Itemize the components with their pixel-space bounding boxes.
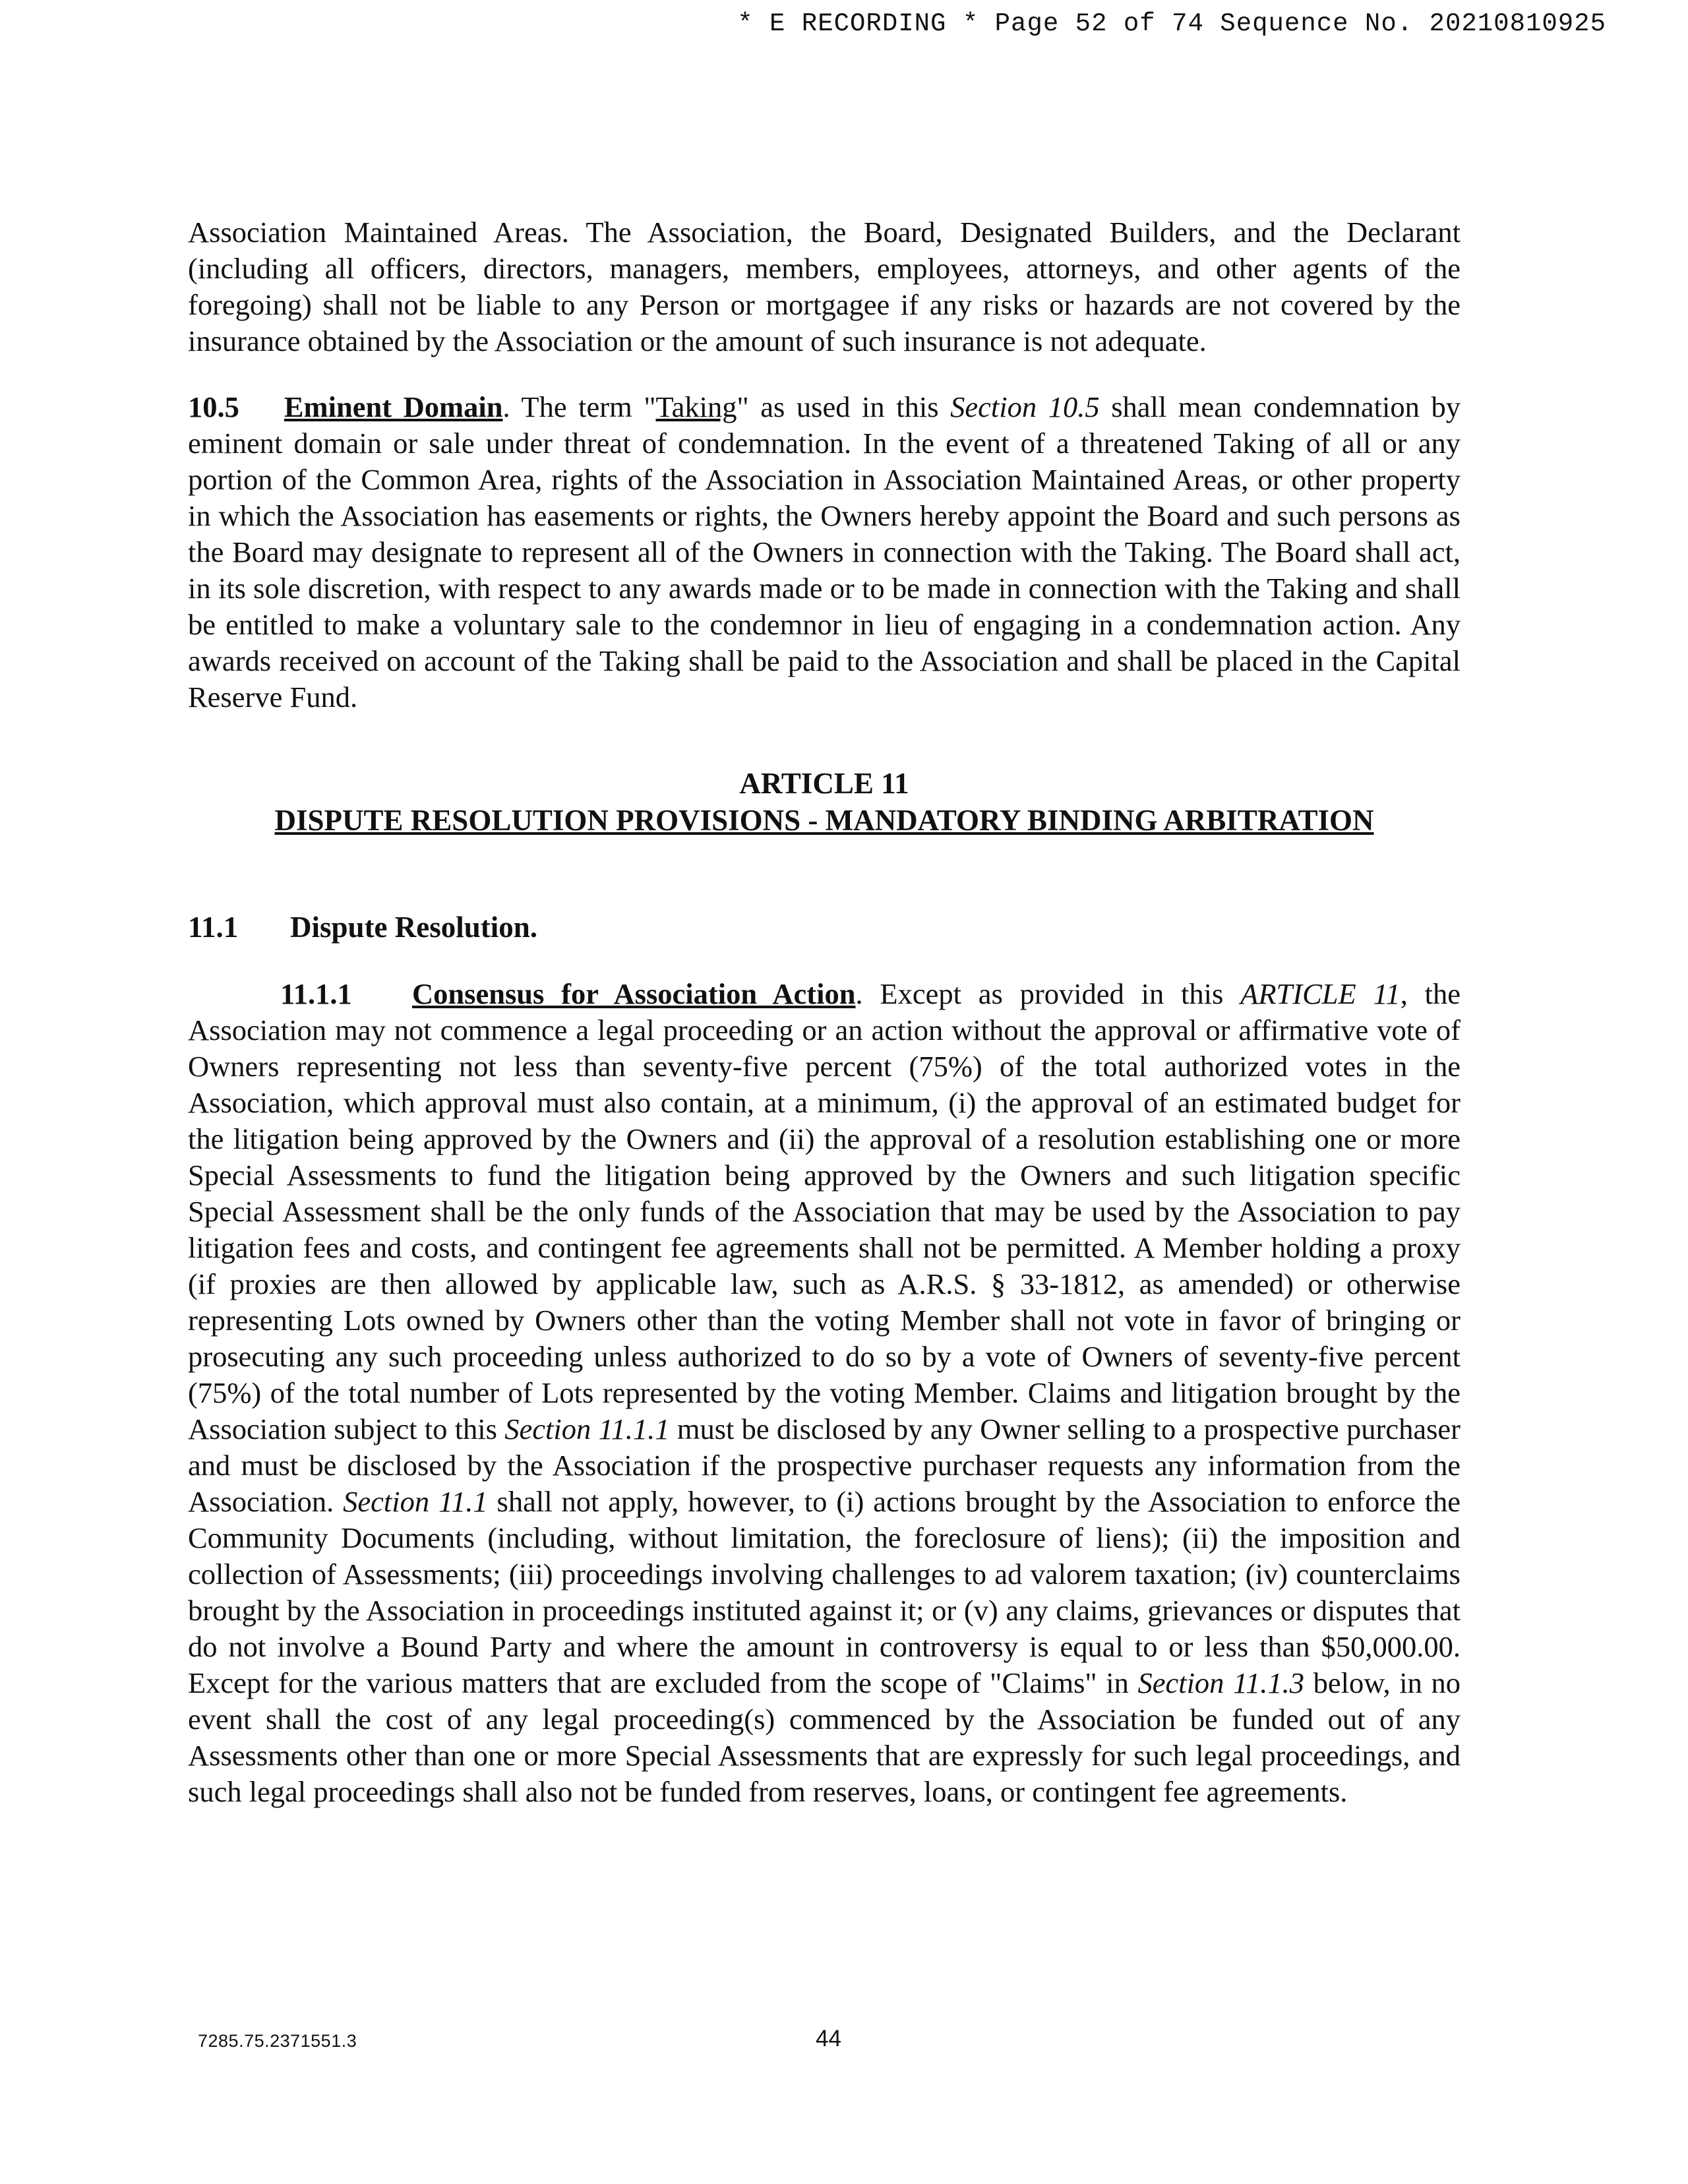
section-number: 11.1 [188,911,239,944]
article-reference: ARTICLE 11 [1240,977,1401,1010]
section-11-1-1 [188,976,1461,1810]
section-11-1-heading [188,910,537,944]
footer-document-id: 7285.75.2371551.3 [198,2031,357,2051]
recording-header: * E RECORDING * Page 52 of 74 Sequence No. 20210810925 [737,9,1606,38]
defined-term-taking: Taking [655,390,737,423]
section-11-1-1-text [188,976,1461,1810]
text-fragment: . The term " [502,390,656,423]
article-heading [188,765,1461,839]
text-fragment: must be disclosed by any Owner selling to a prospective purchaser and must be disclosed by the Association if the prospective purchaser requests any information from the Association. [188,1412,1461,1518]
section-title: Dispute Resolution. [290,911,538,944]
paragraph-insurance-continuation [188,214,1461,359]
footer-page-number: 44 [816,2026,841,2051]
section-number: 10.5 [188,390,239,423]
section-reference: Section 11.1.1 [504,1412,670,1445]
subsection-number: 11.1.1 [280,977,352,1010]
article-number: ARTICLE 11 [739,767,909,800]
text-fragment: below, in no event shall the cost of any legal proceeding(s) commenced by the Association be funded out of any Assessments other than one or more Special Assessments that are expressly for such legal proceedings, and such legal proceedings shall also not be funded from reserves, loans, or contingent fee agreements. [188,1666,1461,1808]
text-fragment: . Except as provided in this [855,977,1241,1010]
section-10-5 [188,389,1461,715]
section-10-5-text [188,389,1461,715]
text-fragment: shall mean condemnation by eminent domain or sale under threat of condemnation. In the event of a threatened Taking of all or any portion of the Common Area, rights of the Association in Association Maintained Areas, or other property in which the Association has easements or rights, the Owners hereby appoint the Board and such persons as the Board may designate to represent all of the Owners in connection with the Taking. The Board shall act, in its sole discretion, with respect to any awards made or to be made in connection with the Taking and shall be entitled to make a voluntary sale to the condemnor in lieu of engaging in a condemnation action. Any awards received on account of the Taking shall be paid to the Association and shall be placed in the Capital Reserve Fund. [188,390,1461,713]
article-title: DISPUTE RESOLUTION PROVISIONS - MANDATORY BINDING ARBITRATION [274,804,1374,837]
text-fragment: " as used in this [737,390,951,423]
text-fragment: , the Association may not commence a legal proceeding or an action without the approval or affirmative vote of Owners representing not less than seventy-five percent (75%) of the total authorized votes in the Association, which approval must also contain, at a minimum, (i) the approval of an estimated budget for the litigation being approved by the Owners and (ii) the approval of a resolution establishing one or more Special Assessments to fund the litigation being approved by the Owners and such litigation specific Special Assessment shall be the only funds of the Association that may be used by the Association to pay litigation fees and costs, and contingent fee agreements shall not be permitted. A Member holding a proxy (if proxies are then allowed by applicable law, such as A.R.S. § 33-1812, as amended) or otherwise representing Lots owned by Owners other than the voting Member shall not vote in favor of bringing or prosecuting any such proceeding unless authorized to do so by a vote of Owners of seventy-five percent (75%) of the total number of Lots represented by the voting Member. Claims and litigation brought by the Association subject to this [188,977,1461,1445]
subsection-title: Consensus for Association Action [412,977,856,1010]
section-reference: Section 10.5 [950,390,1100,423]
section-reference: Section 11.1 [343,1485,488,1518]
section-reference: Section 11.1.3 [1137,1666,1305,1699]
paragraph-text: Association Maintained Areas. The Association, the Board, Designated Builders, and the Declarant (including all officers, directors, managers, members, employees, attorneys, and other agents of the foregoing) shall not be liable to any Person or mortgagee if any risks or hazards are not covered by the insurance obtained by the Association or the amount of such insurance is not adequate. [188,216,1461,357]
section-title: Eminent Domain [284,390,503,423]
text-fragment: shall not apply, however, to (i) actions brought by the Association to enforce the Community Documents (including, without limitation, the foreclosure of liens); (ii) the imposition and collection of Assessments; (iii) proceedings involving challenges to ad valorem taxation; (iv) counterclaims brought by the Association in proceedings instituted against it; or (v) any claims, grievances or disputes that do not involve a Bound Party and where the amount in controversy is equal to or less than $50,000.00. Except for the various matters that are excluded from the scope of "Claims" in [188,1485,1461,1699]
